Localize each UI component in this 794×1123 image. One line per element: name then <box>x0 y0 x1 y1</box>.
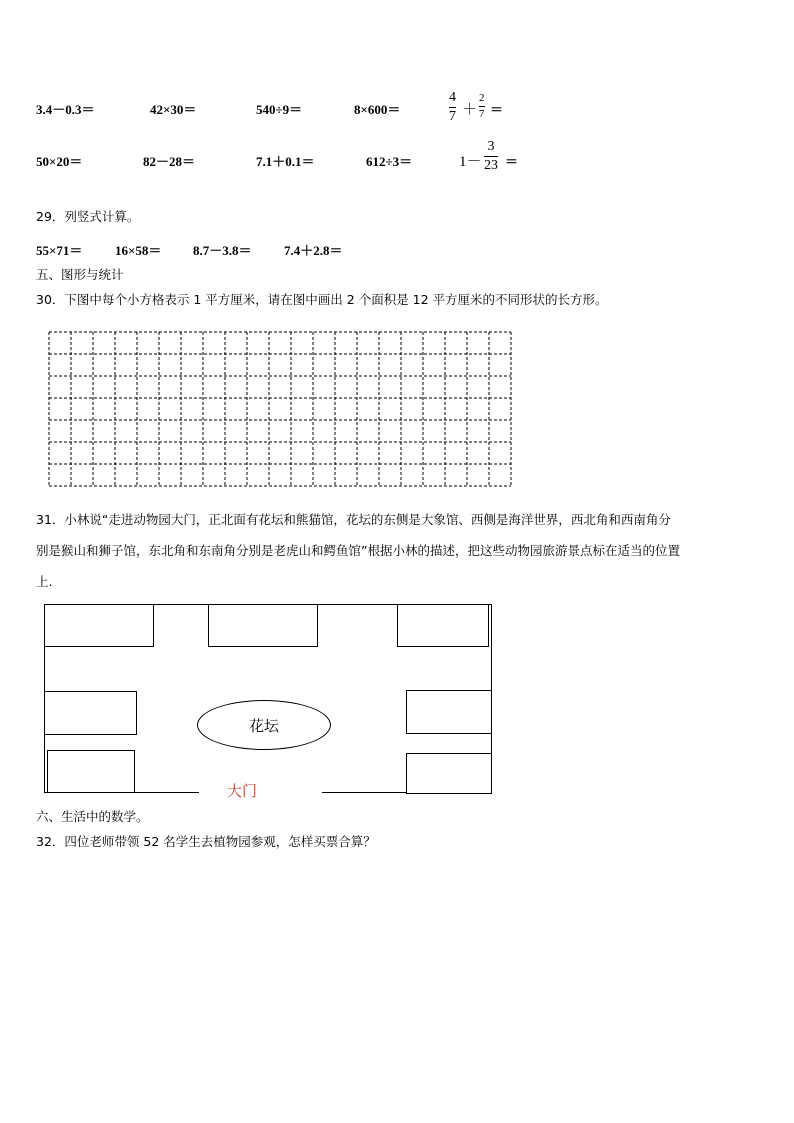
calc-expression: 8.7－3.8＝ <box>193 243 252 258</box>
fraction-denominator: 23 <box>484 158 498 173</box>
calc-expression: 82－28＝ <box>143 154 196 169</box>
fraction-numerator: 4 <box>449 90 456 105</box>
question-31-line: 别是猴山和狮子馆，东北角和东南角分别是老虎山和鳄鱼馆”根据小林的描述，把这些动物园旅游景点标在适当的位置 <box>36 543 680 558</box>
calc-expression: 540÷9＝ <box>256 102 303 117</box>
fraction <box>449 91 456 124</box>
blank-label-box[interactable] <box>208 604 318 647</box>
calc-expression: 7.1＋0.1＝ <box>256 154 315 169</box>
plus-sign: ＋ <box>462 102 478 118</box>
dashed-grid[interactable] <box>48 328 516 488</box>
calc-expression: 55×71＝ <box>36 243 83 258</box>
calc-expression: 7.4＋2.8＝ <box>284 243 343 258</box>
section-heading: 五、图形与统计 <box>36 267 124 282</box>
calc-expression: 42×30＝ <box>150 102 197 117</box>
calc-expression: 3.4－0.3＝ <box>36 102 95 117</box>
question-31-line: 上. <box>36 574 53 589</box>
fraction-numerator: 2 <box>479 92 485 104</box>
fraction <box>479 93 485 120</box>
section-heading: 六、生活中的数学。 <box>36 809 149 824</box>
flowerbed-label: 花坛 <box>248 716 279 735</box>
blank-label-box[interactable] <box>406 690 492 734</box>
calc-expression: 50×20＝ <box>36 154 83 169</box>
calc-prefix: 1－ <box>459 154 482 170</box>
fraction-numerator: 3 <box>487 139 495 154</box>
calc-expression: 8×600＝ <box>354 102 401 117</box>
equals-sign: ＝ <box>505 154 519 169</box>
blank-label-box[interactable] <box>47 750 135 793</box>
question-32: 32．四位老师带领 52 名学生去植物园参观，怎样买票合算？ <box>36 834 376 849</box>
fraction-denominator: 7 <box>449 109 456 124</box>
calc-expression: 612÷3＝ <box>366 154 413 169</box>
blank-label-box[interactable] <box>406 753 492 794</box>
question-29-title: 29．列竖式计算。 <box>36 209 140 224</box>
question-31-line: 31．小林说“走进动物园大门，正北面有花坛和熊猫馆，花坛的东侧是大象馆、西侧是海洋世界，西北角和西南角分 <box>36 512 671 527</box>
blank-label-box[interactable] <box>44 604 154 647</box>
blank-label-box[interactable] <box>44 691 137 735</box>
gate-label: 大门 <box>227 782 258 800</box>
calc-expression: 16×58＝ <box>115 243 162 258</box>
equals-sign: ＝ <box>490 102 504 117</box>
question-30: 30．下图中每个小方格表示 1 平方厘米，请在图中画出 2 个面积是 12 平方厘米的不同形状的长方形。 <box>36 292 608 307</box>
fraction <box>484 140 498 173</box>
blank-label-box[interactable] <box>397 604 489 647</box>
fraction-denominator: 7 <box>479 108 485 120</box>
flowerbed <box>197 700 331 750</box>
